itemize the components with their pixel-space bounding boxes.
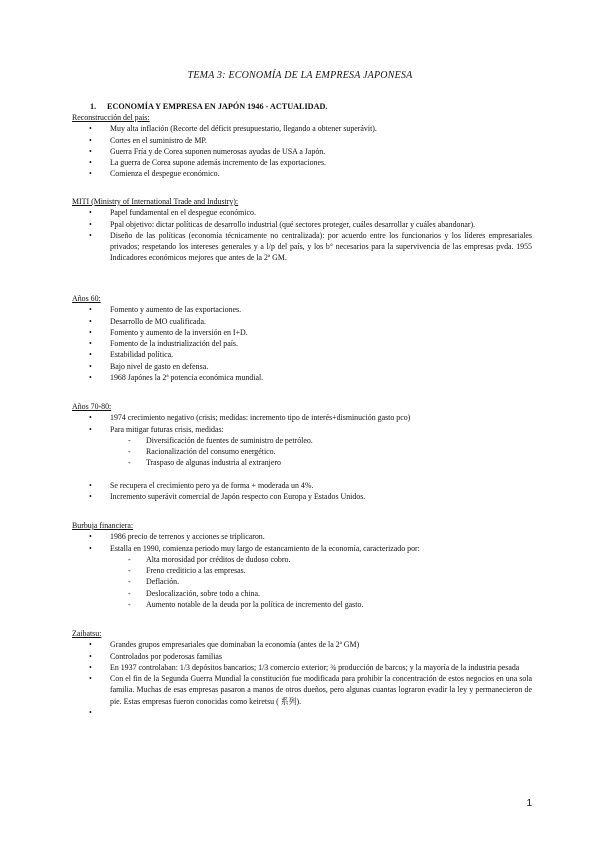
section-reconstruccion	[72, 112, 532, 180]
heading-number: 1.	[90, 102, 97, 111]
section-anos-60	[72, 293, 532, 383]
list-item: • Comienza el despegue económico.	[72, 168, 532, 179]
bullet-list	[72, 304, 532, 383]
list-item: • Fomento y aumento de la inversión en I+D.	[72, 327, 532, 338]
section-title: MITI (Ministry of International Trade and Industry):	[72, 197, 239, 206]
dash-list	[72, 554, 532, 610]
bullet-list	[72, 207, 532, 263]
list-item: • Incremento superávit comercial de Japón respecto con Europa y Estados Unidos.	[72, 491, 532, 502]
sub-item: - Deslocalización, sobre todo a china.	[72, 588, 532, 599]
list-item: • Muy alta inflación (Recorte del déficit presupuestario, llegando a obtener superávit).	[72, 123, 532, 134]
list-item: • Con el fin de la Segunda Guerra Mundial la constitución fue modificada para prohibir la concentración de estos negocios en una sola familia. Muchas de esas empresas pasaron a manos de otros dueños, pero algunas cuantas lograron evadir la ley y permanecieron de pie. Estas empresas fueron conocidas como keiretsu ( 系列).	[72, 673, 532, 707]
list-item: • Papel fundamental en el despegue económico.	[72, 207, 532, 218]
document-title: TEMA 3: ECONOMÍA DE LA EMPRESA JAPONESA	[187, 70, 413, 81]
list-item: • Ppal objetivo: dictar políticas de desarrollo industrial (qué sectores proteger, cuáles desarrollar y cuáles abandonar).	[72, 219, 532, 230]
list-item: • Grandes grupos empresariales que dominaban la economía (antes de la 2ª GM)	[72, 639, 532, 650]
section-zaibatsu	[72, 628, 532, 718]
heading-text: ECONOMÍA Y EMPRESA EN JAPÓN 1946 - ACTUALIDAD.	[107, 102, 328, 111]
section-heading	[90, 102, 327, 111]
sub-item: - Traspaso de algunas industria al extranjero	[72, 457, 532, 468]
list-item: • Fomento y aumento de las exportaciones.	[72, 304, 532, 315]
list-item: • Estabilidad política.	[72, 349, 532, 360]
dash-list	[72, 435, 532, 469]
list-item: • 1974 crecimiento negativo (crisis; medidas: incremento tipo de interés+disminución gasto pco)	[72, 412, 532, 423]
page-number: 1	[526, 798, 532, 809]
list-item: • Para mitigar futuras crisis, medidas:	[72, 424, 532, 435]
section-anos-70-80	[72, 401, 532, 502]
section-title: Zaibatsu:	[72, 629, 102, 638]
list-item: • Guerra Fría y de Corea suponen numerosas ayudas de USA a Japón.	[72, 146, 532, 157]
bullet-list	[72, 480, 532, 503]
sub-item: - Deflación.	[72, 576, 532, 587]
sub-item: - Alta morosidad por créditos de dudoso cobro.	[72, 554, 532, 565]
list-item: • Se recupera el crecimiento pero ya de forma + moderada un 4%.	[72, 480, 532, 491]
sub-item: - Aumento notable de la deuda por la política de incremento del gasto.	[72, 599, 532, 610]
list-item: • Fomento de la industrialización del país.	[72, 338, 532, 349]
bullet-list	[72, 531, 532, 554]
list-item: • Controlados por poderosas familias	[72, 651, 532, 662]
sub-item: - Diversificación de fuentes de suministro de petróleo.	[72, 435, 532, 446]
list-item	[72, 707, 532, 718]
section-title: Reconstrucción del país:	[72, 113, 150, 122]
sub-item: - Freno crediticio a las empresas.	[72, 565, 532, 576]
list-item: • En 1937 controlaban: 1/3 depósitos bancarios; 1/3 comercio exterior; ¾ producción de barcos; y la mayoría de la industria pesada	[72, 662, 532, 673]
list-item: • La guerra de Corea supone además incremento de las exportaciones.	[72, 157, 532, 168]
bullet-list	[72, 639, 532, 718]
section-miti	[72, 196, 532, 264]
list-item: • Cortes en el suministro de MP.	[72, 135, 532, 146]
list-item: • Diseño de las políticas (economía técnicamente no centralizada): por acuerdo entre los funcionarios y los líderes empresariales privados; respetando los intereses generales y a l/p del país, y los b° necesarios para la supervivencia de las empresas pvda. 1955 Indicadores económicos mejores que antes de la 2ª GM.	[72, 230, 532, 264]
section-title: Años 70-80:	[72, 402, 112, 411]
list-item: • Bajo nivel de gasto en defensa.	[72, 361, 532, 372]
sub-item: - Racionalización del consumo energético.	[72, 446, 532, 457]
bullet-list	[72, 123, 532, 179]
list-item: • Estalla en 1990, comienza periodo muy largo de estancamiento de la economía, caracterizado por:	[72, 543, 532, 554]
section-title: Burbuja financiera:	[72, 521, 134, 530]
list-item: • 1986 precio de terrenos y acciones se triplicaron.	[72, 531, 532, 542]
section-burbuja	[72, 520, 532, 610]
list-item: • Desarrollo de MO cualificada.	[72, 316, 532, 327]
bullet-list	[72, 412, 532, 435]
section-title: Años 60:	[72, 294, 101, 303]
list-item: • 1968 Japónes la 2ª potencia económica mundial.	[72, 372, 532, 383]
